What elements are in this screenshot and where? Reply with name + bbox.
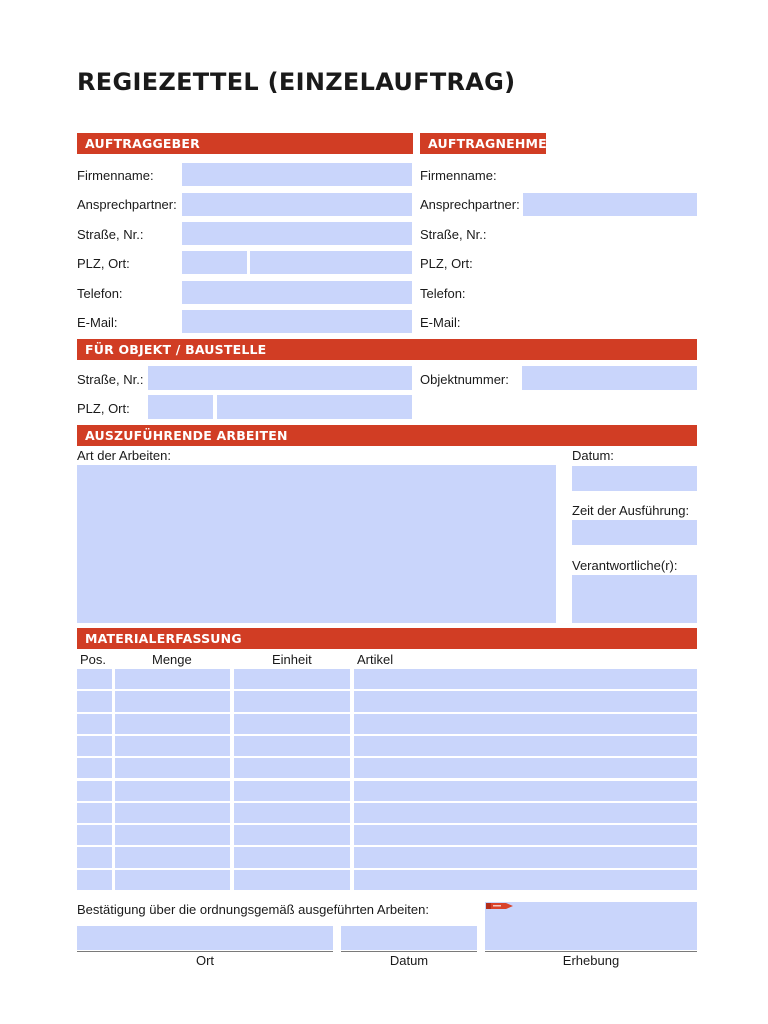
material-col-einheit: Einheit (272, 652, 312, 667)
material-cell-einheit[interactable] (234, 870, 350, 890)
material-cell-artikel[interactable] (354, 714, 697, 734)
section-auftraggeber: AUFTRAGGEBER (77, 133, 413, 154)
material-cell-einheit[interactable] (234, 669, 350, 689)
object-plz-field[interactable] (148, 395, 213, 419)
section-auftragnehmer: AUFTRAGNEHMER (420, 133, 546, 154)
material-cell-artikel[interactable] (354, 803, 697, 823)
material-cell-menge[interactable] (115, 781, 230, 801)
contractor-ansprechpartner-label: Ansprechpartner: (420, 197, 520, 212)
contractor-ansprechpartner-field[interactable] (523, 193, 697, 216)
material-cell-pos[interactable] (77, 803, 112, 823)
contractor-strasse-label: Straße, Nr.: (420, 227, 487, 242)
material-cell-pos[interactable] (77, 714, 112, 734)
client-ansprechpartner-label: Ansprechpartner: (77, 197, 177, 212)
material-cell-menge[interactable] (115, 803, 230, 823)
object-strasse-label: Straße, Nr.: (77, 372, 144, 387)
client-telefon-label: Telefon: (77, 286, 123, 301)
work-art-field[interactable] (77, 465, 556, 623)
client-ansprechpartner-field[interactable] (182, 193, 412, 216)
client-plz-ort-label: PLZ, Ort: (77, 256, 130, 271)
contractor-telefon-label: Telefon: (420, 286, 466, 301)
material-cell-artikel[interactable] (354, 736, 697, 756)
material-cell-menge[interactable] (115, 758, 230, 778)
material-cell-einheit[interactable] (234, 825, 350, 845)
material-cell-artikel[interactable] (354, 781, 697, 801)
confirmation-text: Bestätigung über die ordnungsgemäß ausgeführten Arbeiten: (77, 902, 429, 917)
caption-erhebung: Erhebung (562, 953, 620, 968)
material-cell-einheit[interactable] (234, 847, 350, 867)
work-datum-field[interactable] (572, 466, 697, 491)
work-zeit-label: Zeit der Ausführung: (572, 503, 690, 518)
client-plz-field[interactable] (182, 251, 247, 274)
client-firmenname-label: Firmenname: (77, 168, 154, 183)
material-cell-einheit[interactable] (234, 691, 350, 711)
confirm-datum-field[interactable] (341, 926, 477, 950)
work-zeit-field[interactable] (572, 520, 697, 545)
client-firmenname-field[interactable] (182, 163, 412, 186)
contractor-plz-ort-label: PLZ, Ort: (420, 256, 473, 271)
material-cell-einheit[interactable] (234, 736, 350, 756)
object-plz-ort-label: PLZ, Ort: (77, 401, 130, 416)
client-strasse-label: Straße, Nr.: (77, 227, 144, 242)
material-cell-artikel[interactable] (354, 870, 697, 890)
material-cell-artikel[interactable] (354, 758, 697, 778)
object-strasse-field[interactable] (148, 366, 412, 390)
material-cell-pos[interactable] (77, 847, 112, 867)
signature-line-erhebung (485, 951, 697, 952)
work-verantwortliche-label: Verantwortliche(r): (572, 558, 678, 573)
material-col-pos: Pos. (80, 652, 107, 667)
material-cell-pos[interactable] (77, 691, 112, 711)
confirm-ort-field[interactable] (77, 926, 333, 950)
caption-datum: Datum (389, 953, 429, 968)
material-cell-pos[interactable] (77, 669, 112, 689)
contractor-firmenname-label: Firmenname: (420, 168, 497, 183)
material-cell-einheit[interactable] (234, 714, 350, 734)
material-cell-einheit[interactable] (234, 758, 350, 778)
material-cell-menge[interactable] (115, 669, 230, 689)
page-title: REGIEZETTEL (EINZELAUFTRAG) (77, 68, 516, 96)
confirm-signature-field[interactable] (485, 902, 697, 950)
material-cell-artikel[interactable] (354, 691, 697, 711)
material-cell-menge[interactable] (115, 847, 230, 867)
object-nummer-field[interactable] (522, 366, 697, 390)
material-cell-menge[interactable] (115, 870, 230, 890)
material-cell-pos[interactable] (77, 781, 112, 801)
section-arbeiten: AUSZUFÜHRENDE ARBEITEN (77, 425, 697, 446)
material-cell-pos[interactable] (77, 758, 112, 778)
material-cell-artikel[interactable] (354, 847, 697, 867)
material-cell-einheit[interactable] (234, 781, 350, 801)
material-cell-menge[interactable] (115, 691, 230, 711)
client-ort-field[interactable] (250, 251, 412, 274)
work-verantwortliche-field[interactable] (572, 575, 697, 623)
pen-icon (484, 902, 514, 910)
object-nummer-label: Objektnummer: (420, 372, 509, 387)
material-cell-artikel[interactable] (354, 669, 697, 689)
work-datum-label: Datum: (572, 448, 614, 463)
client-strasse-field[interactable] (182, 222, 412, 245)
signature-line-datum (341, 951, 477, 952)
material-cell-einheit[interactable] (234, 803, 350, 823)
material-cell-pos[interactable] (77, 736, 112, 756)
signature-line-ort (77, 951, 333, 952)
material-cell-menge[interactable] (115, 714, 230, 734)
work-art-label: Art der Arbeiten: (77, 448, 171, 463)
section-material: MATERIALERFASSUNG (77, 628, 697, 649)
material-cell-menge[interactable] (115, 736, 230, 756)
client-email-field[interactable] (182, 310, 412, 333)
material-cell-pos[interactable] (77, 870, 112, 890)
caption-ort: Ort (195, 953, 215, 968)
object-ort-field[interactable] (217, 395, 412, 419)
material-col-menge: Menge (152, 652, 192, 667)
material-cell-pos[interactable] (77, 825, 112, 845)
client-email-label: E-Mail: (77, 315, 118, 330)
contractor-email-label: E-Mail: (420, 315, 461, 330)
material-cell-artikel[interactable] (354, 825, 697, 845)
client-telefon-field[interactable] (182, 281, 412, 304)
material-col-artikel: Artikel (357, 652, 394, 667)
material-cell-menge[interactable] (115, 825, 230, 845)
section-objekt: FÜR OBJEKT / BAUSTELLE (77, 339, 697, 360)
